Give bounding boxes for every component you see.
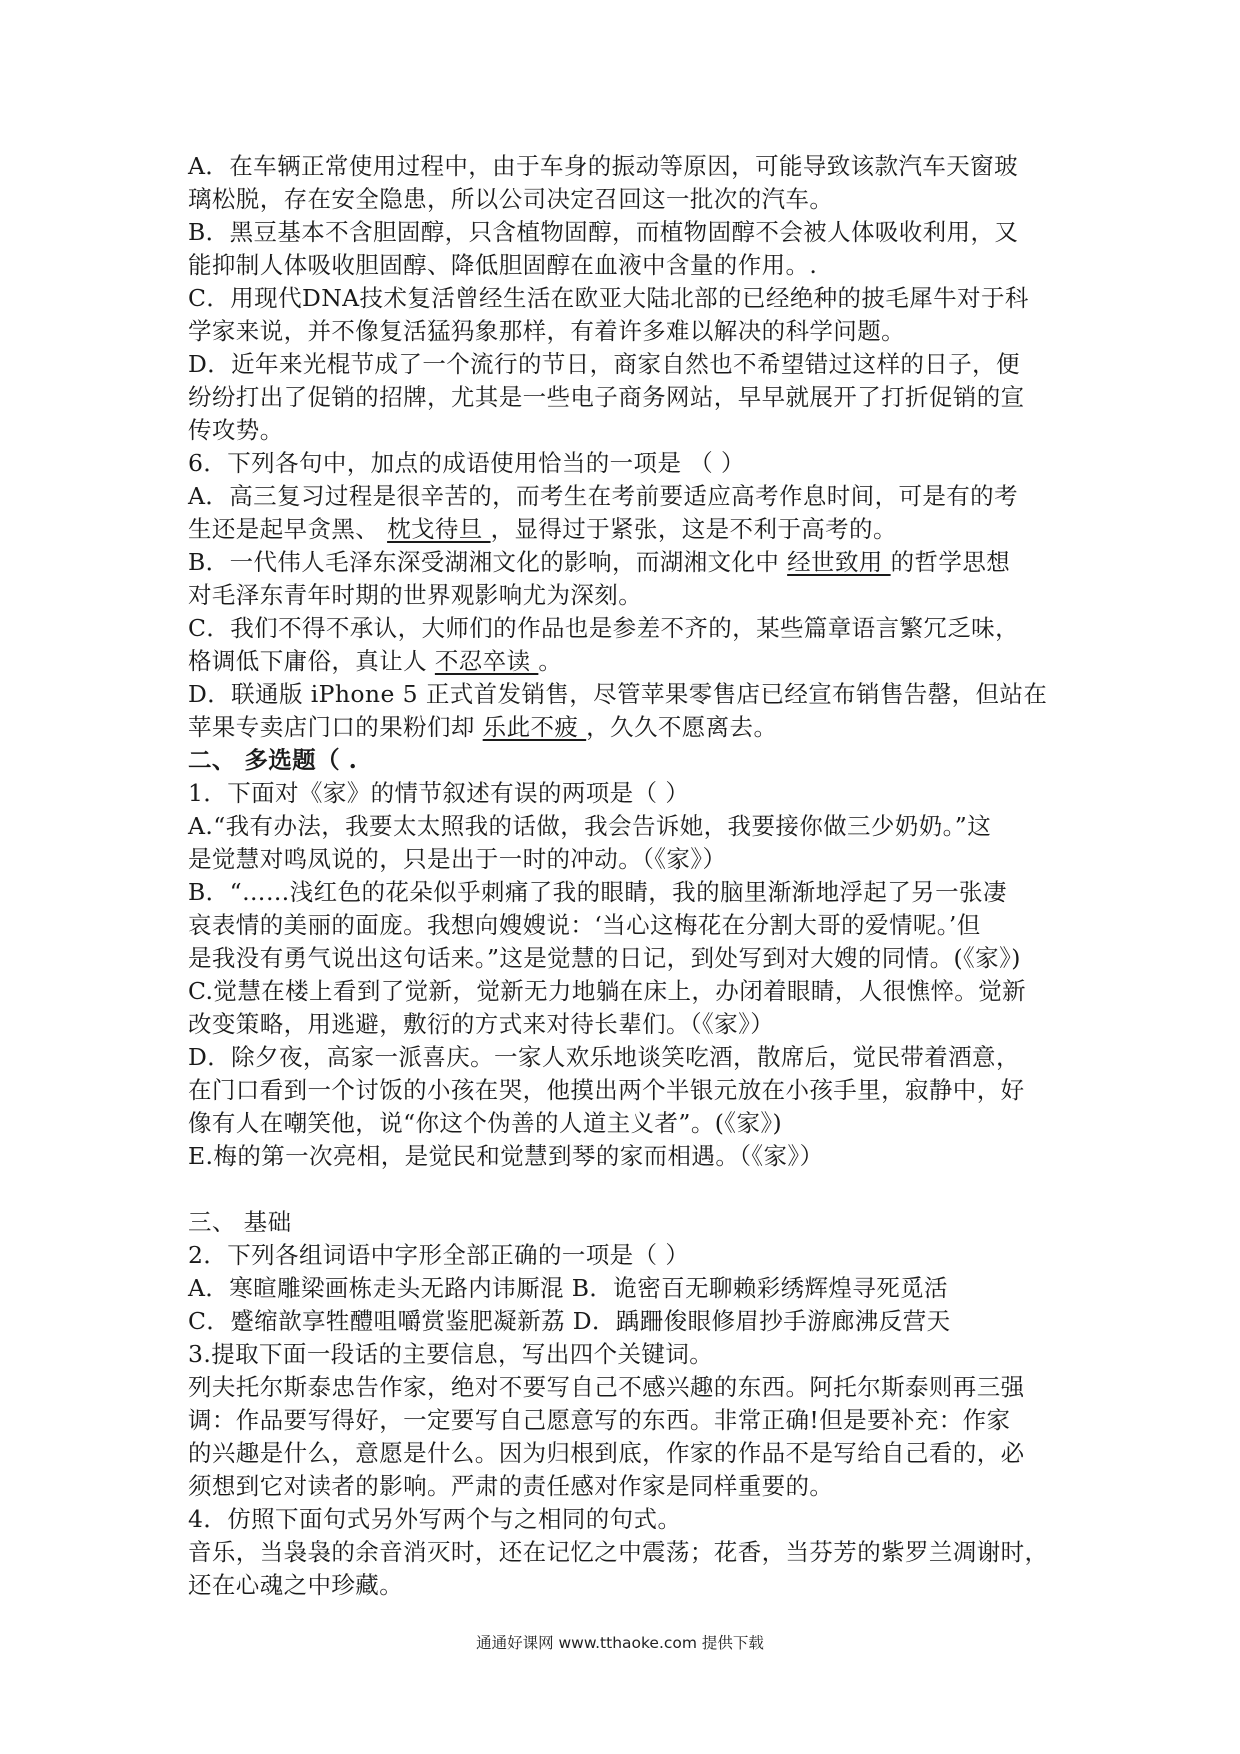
blank-line bbox=[188, 1173, 1068, 1206]
q6-option-d-line2: 苹果专卖店门口的果粉们却 乐此不疲 ，久久不愿离去。 bbox=[188, 713, 778, 741]
idiom-underlined: 乐此不疲 bbox=[482, 713, 587, 741]
q6-option-c-line2: 格调低下庸俗，真让人 不忍卒读 。 bbox=[188, 647, 563, 675]
s3-line: 2．下列各组词语中字形全部正确的一项是（ ） bbox=[188, 1241, 690, 1269]
q6-option-b-line2: 对毛泽东青年时期的世界观影响尤为深刻。 bbox=[188, 581, 643, 609]
s2-line: A.“我有办法，我要太太照我的话做，我会告诉她，我要接你做三少奶奶。”这 bbox=[188, 812, 992, 840]
s3-line: 列夫托尔斯泰忠告作家，绝对不要写自己不感兴趣的东西。阿托尔斯泰则再三强 bbox=[188, 1373, 1025, 1401]
q5-option-a-line2: 璃松脱，存在安全隐患，所以公司决定召回这一批次的汽车。 bbox=[188, 185, 834, 213]
s2-line: D．除夕夜，高家一派喜庆。一家人欢乐地谈笑吃酒，散席后，觉民带着酒意， bbox=[188, 1043, 1020, 1071]
section-2-heading: 二、 多选题（ . bbox=[188, 746, 358, 774]
s3-line: 还在心魂之中珍藏。 bbox=[188, 1571, 404, 1599]
q6-option-a-line2: 生还是起早贪黑、 枕戈待旦 ，显得过于紧张，这是不利于高考的。 bbox=[188, 515, 897, 543]
q5-option-a-line1: A．在车辆正常使用过程中，由于车身的振动等原因，可能导致该款汽车天窗玻 bbox=[188, 152, 1018, 180]
s2-line: 改变策略，用逃避，敷衍的方式来对待长辈们。（《家》） bbox=[188, 1010, 775, 1038]
s3-line: 3.提取下面一段话的主要信息，写出四个关键词。 bbox=[188, 1340, 714, 1368]
s2-line: E.梅的第一次亮相，是觉民和觉慧到琴的家而相遇。（《家》） bbox=[188, 1142, 824, 1170]
s3-line: 音乐，当袅袅的余音消灭时，还在记忆之中震荡；花香，当芬芳的紫罗兰凋谢时， bbox=[188, 1538, 1049, 1566]
document-page bbox=[188, 150, 1068, 1602]
s3-line: 的兴趣是什么，意愿是什么。因为归根到底，作家的作品不是写给自己看的，必 bbox=[188, 1439, 1025, 1467]
q5-option-b-line2: 能抑制人体吸收胆固醇、降低胆固醇在血液中含量的作用。. bbox=[188, 251, 818, 279]
s3-line: 须想到它对读者的影响。严肃的责任感对作家是同样重要的。 bbox=[188, 1472, 834, 1500]
s2-line: C.觉慧在楼上看到了觉新，觉新无力地躺在床上，办闭着眼睛，人很憔悴。觉新 bbox=[188, 977, 1027, 1005]
section-3-heading: 三、 基础 bbox=[188, 1208, 292, 1236]
q6-option-b-line1: B．一代伟人毛泽东深受湖湘文化的影响，而湖湘文化中 经世致用 的哲学思想 bbox=[188, 548, 1011, 576]
s2-line: 是我没有勇气说出这句话来。”这是觉慧的日记，到处写到对大嫂的同情。(《家》) bbox=[188, 944, 1021, 972]
page-footer: 通通好课网 www.tthaoke.com 提供下载 bbox=[476, 1634, 764, 1652]
idiom-underlined: 不忍卒读 bbox=[434, 647, 539, 675]
s2-line: 在门口看到一个讨饭的小孩在哭，他摸出两个半银元放在小孩手里，寂静中，好 bbox=[188, 1076, 1025, 1104]
q6-stem: 6．下列各句中，加点的成语使用恰当的一项是 （ ） bbox=[188, 449, 745, 477]
s3-line: C．蹙缩歆享牲醴咀嚼赏鉴肥凝新荔 D．踽跚俊眼修眉抄手游廊沸反营天 bbox=[188, 1307, 951, 1335]
q6-option-c-line1: C．我们不得不承认，大师们的作品也是参差不齐的，某些篇章语言繁冗乏味， bbox=[188, 614, 1019, 642]
s2-line: B．“……浅红色的花朵似乎刺痛了我的眼睛，我的脑里渐渐地浮起了另一张凄 bbox=[188, 878, 1007, 906]
s3-line: 4．仿照下面句式另外写两个与之相同的句式。 bbox=[188, 1505, 682, 1533]
s3-line: 调：作品要写得好，一定要写自己愿意写的东西。非常正确!但是要补充：作家 bbox=[188, 1406, 1011, 1434]
idiom-underlined: 经世致用 bbox=[787, 548, 891, 576]
q5-option-d-line1: D．近年来光棍节成了一个流行的节日，商家自然也不希望错过这样的日子，便 bbox=[188, 350, 1020, 378]
q5-option-b-line1: B．黑豆基本不含胆固醇，只含植物固醇，而植物固醇不会被人体吸收利用，又 bbox=[188, 218, 1019, 246]
q6-option-a-line1: A．高三复习过程是很辛苦的，而考生在考前要适应高考作息时间，可是有的考 bbox=[188, 482, 1018, 510]
s2-line: 是觉慧对鸣凤说的，只是出于一时的冲动。（《家》） bbox=[188, 845, 727, 873]
q5-option-d-line3: 传攻势。 bbox=[188, 416, 284, 444]
s2-q1-stem: 1．下面对《家》的情节叙述有误的两项是（ ） bbox=[188, 779, 690, 807]
s2-line: 像有人在嘲笑他，说“你这个伪善的人道主义者”。(《家》) bbox=[188, 1109, 783, 1137]
q6-option-d-line1: D．联通版 iPhone 5 正式首发销售，尽管苹果零售店已经宣布销售告罄，但站在 bbox=[188, 680, 1048, 708]
idiom-underlined: 枕戈待旦 bbox=[387, 515, 491, 543]
s3-line: A．寒暄雕梁画栋走头无路内讳厮混 B．诡密百无聊赖彩绣辉煌寻死觅活 bbox=[188, 1274, 948, 1302]
q5-option-c-line1: C．用现代DNA技术复活曾经生活在欧亚大陆北部的已经绝种的披毛犀牛对于科 bbox=[188, 284, 1029, 312]
s2-line: 哀表情的美丽的面庞。我想向嫂嫂说：‘当心这梅花在分割大哥的爱情呢。’但 bbox=[188, 911, 981, 939]
q5-option-c-line2: 学家来说，并不像复活猛犸象那样，有着许多难以解决的科学问题。 bbox=[188, 317, 905, 345]
q5-option-d-line2: 纷纷打出了促销的招牌，尤其是一些电子商务网站，早早就展开了打折促销的宣 bbox=[188, 383, 1025, 411]
